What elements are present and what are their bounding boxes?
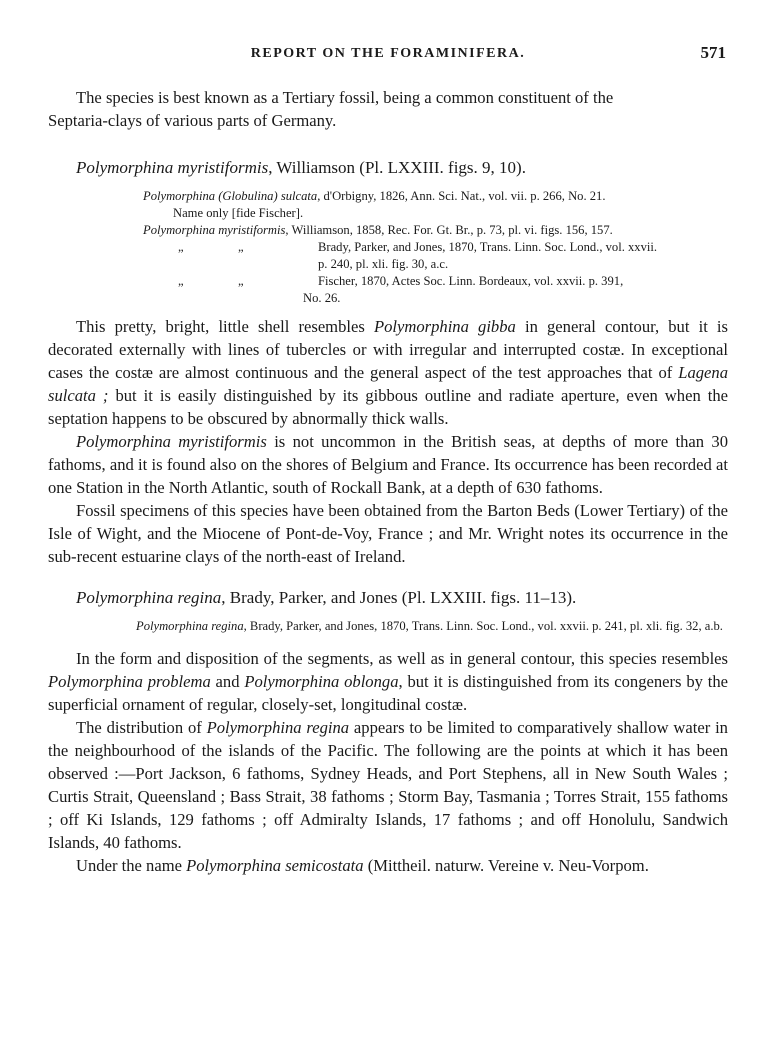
synonymy-entry — [136, 618, 728, 635]
intro-line-2: Septaria-clays of various parts of Germany. — [48, 111, 337, 130]
page — [48, 40, 728, 877]
synonym-citation-cont: No. 26. — [303, 291, 341, 305]
paragraph: Fossil specimens of this species have been obtained from the Barton Beds (Lower Tertiary) of the Isle of Wight, and the Miocene of Pont-de-Voy, France ; and Mr. Wright notes its occurrence in the sub-recent estuarine clays of the north-east of Ireland. — [48, 501, 728, 566]
species-authority: , Brady, Parker, and Jones (Pl. LXXIII. figs. 11–13). — [221, 588, 577, 607]
synonym-citation: , Brady, Parker, and Jones, 1870, Trans. Linn. Soc. Lond., vol. xxvii. p. 241, pl. xli. fig. 32, a.b. — [243, 619, 723, 633]
synonym-citation: , Williamson, 1858, Rec. For. Gt. Br., p. 73, pl. vi. figs. 156, 157. — [285, 223, 613, 237]
paragraph: The distribution of Polymorphina regina appears to be limited to comparatively shallow water in the neighbourhood of the islands of the Pacific. The following are the points at which it has been observed :—Port Jackson, 6 fathoms, Sydney Heads, and Port Stephens, all in New South Wales ; Curtis Strait, Queensland ; Bass Strait, 38 fathoms ; Storm Bay, Tasmania ; Torres Strait, 155 fathoms ; off Ki Islands, 129 fathoms ; off Admiralty Islands, 17 fathoms ; and off Honolulu, Sandwich Islands, 40 fathoms. — [48, 718, 728, 852]
synonym-note: Name only [fide Fischer]. — [173, 206, 304, 220]
synonymy-list — [136, 618, 728, 635]
species-heading-myristiformis — [76, 158, 728, 178]
synonym-citation-cont: p. 240, pl. xli. fig. 30, a.c. — [318, 257, 449, 271]
species-authority: , Williamson (Pl. LXXIII. figs. 9, 10). — [268, 158, 526, 177]
running-header — [48, 40, 728, 70]
species-name: Polymorphina myristiformis — [76, 158, 269, 177]
synonymy-list — [143, 188, 728, 307]
paragraph: Under the name Polymorphina semicostata (Mittheil. naturw. Vereine v. Neu-Vorpom. — [76, 856, 649, 875]
synonymy-entry — [143, 222, 728, 239]
synonym-citation: , d'Orbigny, 1826, Ann. Sci. Nat., vol. vii. p. 266, No. 21. — [317, 189, 606, 203]
intro-line-1: The species is best known as a Tertiary fossil, being a common constituent of the — [76, 88, 614, 107]
synonym-name: Polymorphina myristiformis — [143, 223, 286, 237]
paragraph: This pretty, bright, little shell resembles Polymorphina gibba in general contour, but it is decorated externally with lines of tubercles or with irregular and interrupted costæ. In exceptional cases the costæ are almost continuous and the general aspect of the test approaches that of Lagena sulcata ; but it is easily distinguished by its gibbous outline and radiate aperture, even when the septation happens to be obscured by abnormally thick walls. — [48, 317, 729, 428]
synonym-citation: Brady, Parker, and Jones, 1870, Trans. Linn. Soc. Lond., vol. xxvii. — [318, 240, 658, 254]
synonym-name: Polymorphina (Globulina) sulcata — [143, 189, 318, 203]
paragraph: In the form and disposition of the segments, as well as in general contour, this species resembles Polymorphina problema and Polymorphina oblonga, but it is distinguished from its congeners by the superficial ornament of regular, closely-set, longitudinal costæ. — [48, 649, 729, 714]
ditto-mark: „ — [238, 274, 244, 288]
species-name: Polymorphina regina — [76, 588, 222, 607]
intro-paragraph — [48, 86, 728, 132]
synonym-name: Polymorphina regina — [136, 619, 244, 633]
synonymy-entry — [143, 273, 728, 307]
species-heading-regina — [76, 588, 728, 608]
paragraph: Polymorphina myristiformis is not uncommon in the British seas, at depths of more than 30 fathoms, and it is found also on the shores of Belgium and France. Its occurrence has been recorded at one Station in the North Atlantic, south of Rockall Bank, at a depth of 630 fathoms. — [48, 432, 728, 497]
ditto-mark: „ — [178, 274, 184, 288]
page-number: 571 — [700, 43, 726, 62]
synonym-citation: Fischer, 1870, Actes Soc. Linn. Bordeaux, vol. xxvii. p. 391, — [318, 274, 624, 288]
synonymy-entry — [143, 239, 728, 273]
running-title: REPORT ON THE FORAMINIFERA. — [250, 46, 526, 61]
species2-description — [48, 647, 728, 877]
ditto-mark: „ — [178, 240, 184, 254]
species1-description — [48, 315, 728, 568]
ditto-mark: „ — [238, 240, 244, 254]
synonymy-entry — [143, 188, 728, 222]
